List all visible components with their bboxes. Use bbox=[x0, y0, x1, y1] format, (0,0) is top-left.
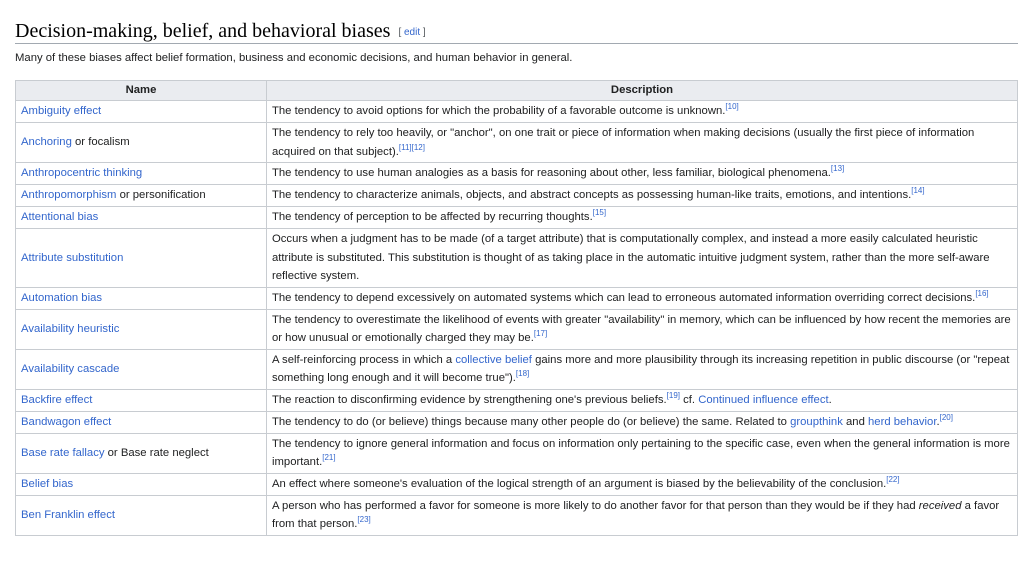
bias-name-link[interactable]: Ambiguity effect bbox=[21, 105, 102, 118]
bias-description-cell bbox=[267, 207, 1018, 229]
bias-description-cell bbox=[267, 101, 1018, 123]
description-text: A self-reinforcing process in which a bbox=[272, 353, 456, 366]
table-row bbox=[16, 433, 1018, 473]
citation-link[interactable]: [22] bbox=[886, 474, 900, 484]
bias-name-cell bbox=[16, 163, 267, 185]
description-text: The tendency to avoid options for which the probability of a favorable outcome is unknown. bbox=[272, 105, 726, 118]
edit-link[interactable]: edit bbox=[404, 27, 421, 38]
bias-name-link[interactable]: Attribute substitution bbox=[21, 251, 124, 264]
section-intro: Many of these biases affect belief formation, business and economic decisions, and human behavior in general. bbox=[15, 52, 573, 64]
citation-link[interactable]: [10] bbox=[725, 102, 739, 112]
table-row bbox=[16, 207, 1018, 229]
description-text: and bbox=[842, 415, 868, 428]
description-text: gains more and more plausibility through its increasing repetition in public discourse (or "repeat something long enough and it will become true"). bbox=[272, 353, 1010, 384]
description-text: The tendency to depend excessively on automated systems which can lead to erroneous automated information overriding correct decisions. bbox=[272, 291, 976, 304]
description-text: The tendency to do (or believe) things because many other people do (or believe) the same. Related to bbox=[272, 415, 791, 428]
citation-link[interactable]: [13] bbox=[830, 164, 845, 174]
bias-name-link[interactable]: Attentional bias bbox=[21, 211, 99, 224]
citation-link[interactable]: [15] bbox=[592, 208, 607, 218]
bias-name-cell bbox=[16, 185, 267, 207]
description-text: An effect where someone's evaluation of the logical strength of an argument is biased by the believability of the conclusion. bbox=[272, 477, 887, 490]
biases-table bbox=[15, 80, 1018, 536]
bias-name-cell bbox=[16, 309, 267, 349]
description-text: The tendency to characterize animals, objects, and abstract concepts as possessing human-like traits, emotions, and intentions. bbox=[272, 189, 912, 202]
bias-name-cell bbox=[16, 433, 267, 473]
bias-name-cell bbox=[16, 349, 267, 389]
table-row bbox=[16, 123, 1018, 163]
description-text: cf. bbox=[679, 393, 699, 406]
bias-name-link[interactable]: Bandwagon effect bbox=[21, 415, 112, 428]
bias-description-cell bbox=[267, 287, 1018, 309]
bias-description-cell bbox=[267, 349, 1018, 389]
bias-name-link[interactable]: Base rate fallacy bbox=[21, 446, 105, 459]
description-text: A person who has performed a favor for someone is more likely to do another favor for that person than they would be if they had bbox=[272, 499, 919, 512]
bias-description-cell bbox=[267, 185, 1018, 207]
bias-name-cell bbox=[16, 411, 267, 433]
edit-section: [ edit ] bbox=[398, 27, 426, 38]
bias-name-cell bbox=[16, 389, 267, 411]
description-link[interactable]: groupthink bbox=[790, 415, 843, 428]
bias-description-cell bbox=[267, 309, 1018, 349]
bias-name-cell bbox=[16, 495, 267, 535]
description-link[interactable]: Continued influence effect bbox=[698, 393, 829, 406]
table-row bbox=[16, 473, 1018, 495]
table-row bbox=[16, 495, 1018, 535]
bias-name-link[interactable]: Availability cascade bbox=[21, 362, 120, 375]
citation-link[interactable]: [11] bbox=[398, 142, 412, 152]
citation-link[interactable]: [17] bbox=[533, 329, 548, 339]
description-text: a favor from that person. bbox=[272, 499, 1000, 530]
bias-name-cell bbox=[16, 123, 267, 163]
citation-link[interactable]: [14] bbox=[911, 186, 925, 196]
table-body bbox=[16, 101, 1018, 536]
bias-description-cell bbox=[267, 473, 1018, 495]
citation-link[interactable]: [21] bbox=[322, 453, 336, 463]
bias-name-link[interactable]: Backfire effect bbox=[21, 393, 93, 406]
table-row bbox=[16, 287, 1018, 309]
bias-description-cell bbox=[267, 411, 1018, 433]
description-link[interactable]: herd behavior bbox=[868, 415, 937, 428]
bias-name-text: or personification bbox=[116, 189, 206, 202]
bias-description-cell bbox=[267, 389, 1018, 411]
citation-link[interactable]: [23] bbox=[357, 515, 371, 525]
description-text: The reaction to disconfirming evidence by strengthening one's previous beliefs. bbox=[272, 393, 667, 406]
table-row bbox=[16, 349, 1018, 389]
description-link[interactable]: collective belief bbox=[455, 353, 532, 366]
description-text: The tendency to rely too heavily, or "anchor", on one trait or piece of information when making decisions (usually the first piece of information acquired on that subject). bbox=[272, 127, 975, 158]
description-text: The tendency to overestimate the likelihood of events with greater "availability" in memory, which can be influenced by how recent the memories are or how unusual or emotionally charged they may be. bbox=[272, 313, 1011, 344]
citation-link[interactable]: [18] bbox=[515, 369, 530, 379]
page-bottom-blank bbox=[0, 542, 1024, 576]
bias-name-text: or Base rate neglect bbox=[104, 446, 209, 459]
bias-name-link[interactable]: Anthropomorphism bbox=[21, 189, 117, 202]
bias-name-link[interactable]: Availability heuristic bbox=[21, 322, 120, 335]
bias-description-cell bbox=[267, 229, 1018, 288]
description-text: The tendency to ignore general information and focus on information only pertaining to the specific case, even when the general information is more important. bbox=[272, 437, 1010, 468]
bias-name-cell bbox=[16, 473, 267, 495]
table-row bbox=[16, 163, 1018, 185]
table-row bbox=[16, 229, 1018, 288]
bias-name-cell bbox=[16, 229, 267, 288]
table-row bbox=[16, 185, 1018, 207]
description-text: Occurs when a judgment has to be made (of a target attribute) that is computationally complex, and instead a more easily calculated heuristic attribute is substituted. This substitution is thought of as taking place in the automatic intuitive judgment system, rather than the more self-aware reflective system. bbox=[272, 233, 990, 282]
bias-name-link[interactable]: Automation bias bbox=[21, 291, 103, 304]
section-header bbox=[15, 18, 1018, 44]
citation-link[interactable]: [12] bbox=[411, 142, 425, 152]
column-header-description[interactable]: Description bbox=[267, 81, 1018, 101]
description-emphasis: received bbox=[918, 499, 962, 512]
bias-name-cell bbox=[16, 287, 267, 309]
bias-name-text: or focalism bbox=[71, 136, 130, 149]
description-text: . bbox=[828, 393, 832, 406]
bias-name-link[interactable]: Belief bias bbox=[21, 477, 74, 490]
bias-description-cell bbox=[267, 123, 1018, 163]
description-text: The tendency to use human analogies as a basis for reasoning about other, less familiar, biological phenomena. bbox=[272, 167, 831, 180]
bias-name-link[interactable]: Anthropocentric thinking bbox=[21, 167, 143, 180]
section-title: Decision-making, belief, and behavioral biases bbox=[15, 20, 391, 42]
bias-description-cell bbox=[267, 163, 1018, 185]
table-row bbox=[16, 389, 1018, 411]
table-row bbox=[16, 309, 1018, 349]
citation-link[interactable]: [16] bbox=[975, 288, 989, 298]
table-header-row bbox=[16, 81, 1018, 101]
table-row bbox=[16, 101, 1018, 123]
bias-description-cell bbox=[267, 433, 1018, 473]
table-row bbox=[16, 411, 1018, 433]
column-header-name[interactable]: Name bbox=[16, 81, 267, 101]
citation-link[interactable]: [20] bbox=[939, 412, 953, 422]
citation-link[interactable]: [19] bbox=[666, 390, 680, 400]
description-text: The tendency of perception to be affected by recurring thoughts. bbox=[272, 211, 593, 224]
bias-name-cell bbox=[16, 207, 267, 229]
bias-description-cell bbox=[267, 495, 1018, 535]
bias-name-cell bbox=[16, 101, 267, 123]
bias-name-link[interactable]: Anchoring bbox=[21, 136, 72, 149]
description-text: . bbox=[936, 415, 940, 428]
bias-name-link[interactable]: Ben Franklin effect bbox=[21, 508, 115, 521]
section-heading bbox=[15, 20, 426, 43]
